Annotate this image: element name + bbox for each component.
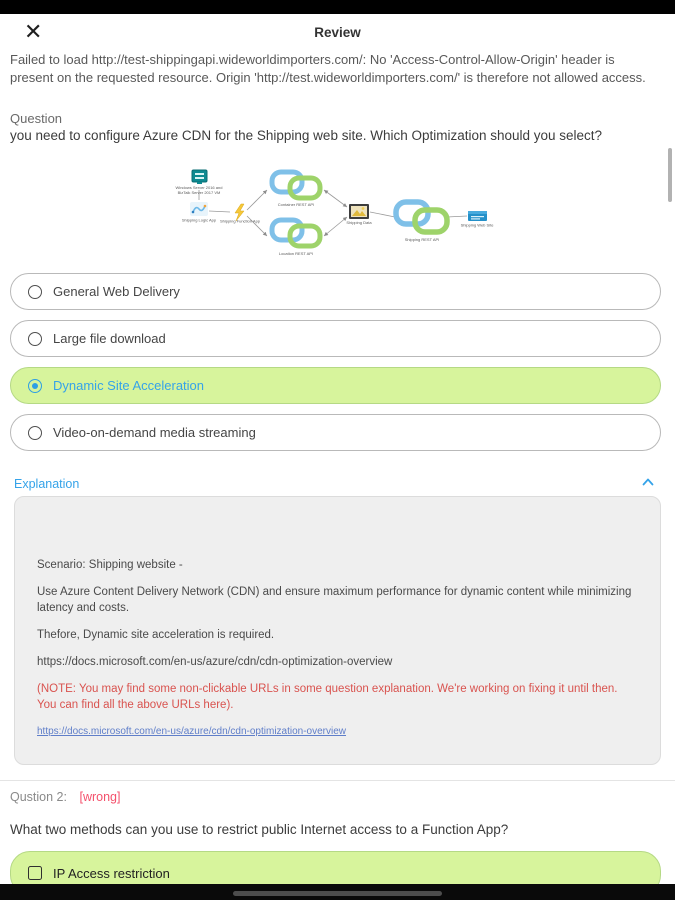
chevron-up-icon[interactable] bbox=[642, 478, 654, 486]
option-label: Video-on-demand media streaming bbox=[53, 425, 256, 440]
wrong-badge: [wrong] bbox=[79, 790, 121, 804]
explanation-note: (NOTE: You may find some non-clickable URLs in some question explanation. We're working on fixing it until then. You can find all the above URLs here). bbox=[37, 683, 618, 711]
shipping-data-label: Shipping Data bbox=[346, 220, 372, 225]
option-video-on-demand[interactable] bbox=[10, 414, 661, 451]
radio-selected-icon bbox=[28, 379, 42, 393]
shipping-api-icon bbox=[396, 202, 447, 232]
web-site-icon bbox=[468, 211, 487, 221]
vm-icon bbox=[192, 170, 207, 184]
explanation-url-text: https://docs.microsoft.com/en-us/azure/cdn/cdn-optimization-overview bbox=[37, 656, 393, 668]
vm-label-line1: Windows Server 2016 and bbox=[175, 185, 223, 190]
logic-app-icon bbox=[190, 202, 208, 216]
architecture-diagram bbox=[133, 160, 553, 268]
container-api-label: Container REST API bbox=[277, 202, 315, 207]
location-api-icon bbox=[272, 220, 320, 246]
explanation-box bbox=[14, 496, 661, 765]
header bbox=[0, 14, 675, 50]
option-label: IP Access restriction bbox=[53, 865, 170, 881]
scrollbar-thumb[interactable] bbox=[668, 148, 672, 202]
shipping-data-icon bbox=[349, 204, 369, 219]
radio-icon bbox=[28, 332, 42, 346]
explanation-toggle[interactable] bbox=[14, 475, 661, 491]
location-api-label: Location REST API bbox=[278, 251, 314, 256]
vm-label-line2: BizTalk Server 2017 VM bbox=[177, 190, 221, 195]
question-label: Question bbox=[10, 111, 63, 126]
explanation-paragraph: Thefore, Dynamic site acceleration is required. bbox=[37, 629, 275, 641]
shipping-api-label: Shipping REST API bbox=[404, 237, 440, 242]
option-label: Dynamic Site Acceleration bbox=[53, 378, 205, 393]
radio-icon bbox=[28, 285, 42, 299]
question-text: you need to configure Azure CDN for the Shipping web site. Which Optimization should you select? bbox=[10, 128, 603, 143]
explanation-scenario: Scenario: Shipping website - bbox=[37, 559, 183, 571]
web-site-label: Shipping Web Site bbox=[460, 222, 494, 228]
explanation-label: Explanation bbox=[14, 477, 80, 491]
function-app-label: Shipping Function App bbox=[219, 218, 261, 224]
option-large-file-download[interactable] bbox=[10, 320, 661, 357]
option-label: Large file download bbox=[53, 331, 166, 346]
checkbox-icon bbox=[28, 866, 42, 880]
question2-header bbox=[10, 790, 120, 804]
option-general-web-delivery[interactable] bbox=[10, 273, 661, 310]
option-dynamic-site-acceleration[interactable] bbox=[10, 367, 661, 404]
explanation-paragraph: Use Azure Content Delivery Network (CDN) and ensure maximum performance for dynamic content while minimizing latency and costs. bbox=[37, 586, 632, 614]
question2-label: Qustion 2: bbox=[10, 790, 67, 804]
close-icon[interactable]: ✕ bbox=[24, 19, 43, 44]
question2-text: What two methods can you use to restrict public Internet access to a Function App? bbox=[10, 822, 509, 837]
cors-error-text: Failed to load http://test-shippingapi.wideworldimporters.com/: No 'Access-Control-Allow-Origin' header is present on the requested resource. Origin 'http://test.wideworldimporters.com/' is therefore not allowed access. bbox=[10, 52, 646, 85]
home-indicator[interactable] bbox=[233, 891, 442, 896]
explanation-link[interactable]: https://docs.microsoft.com/en-us/azure/cdn/cdn-optimization-overview bbox=[37, 726, 347, 737]
status-bar bbox=[0, 0, 675, 14]
section-divider bbox=[0, 780, 675, 781]
radio-icon bbox=[28, 426, 42, 440]
option-label: General Web Delivery bbox=[53, 284, 180, 299]
container-api-icon bbox=[272, 172, 320, 198]
bottom-system-bar bbox=[0, 884, 675, 900]
page-title: Review bbox=[314, 25, 361, 40]
logic-app-label: Shipping Logic App bbox=[181, 217, 217, 223]
